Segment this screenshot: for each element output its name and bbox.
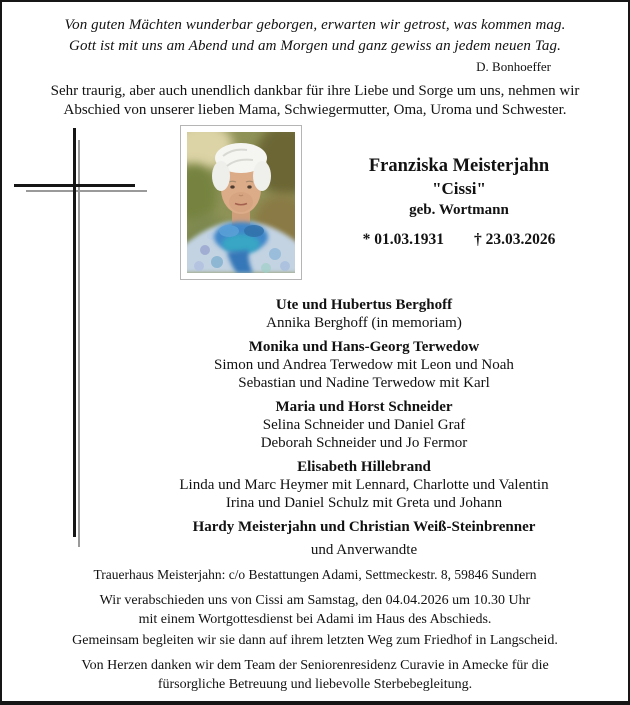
funeral-home-address: Trauerhaus Meisterjahn: c/o Bestattungen Adami, Settmeckestr. 8, 59846 Sundern [93,567,537,582]
left-eye [230,185,234,188]
mourners-list [102,296,626,565]
birth-date: * 01.03.1931 [362,231,444,248]
service-line-2: mit einem Wortgottesdienst bei Adami im Haus des Abschieds. [138,611,492,627]
service-paragraph [32,592,598,629]
mourner-line: Simon und Andrea Terwedow mit Leon und Noah [214,357,514,373]
thanks-line-1: Von Herzen danken wir dem Team der Seniorenresidenz Curavie in Amecke für die [81,658,549,673]
portrait-photo [187,132,295,273]
mourner-group [102,338,626,392]
cross-shadow-vertical [78,140,80,547]
mourner-line: Selina Schneider und Daniel Graf [262,417,466,433]
death-date: † 23.03.2026 [474,231,556,248]
intro-line-2: Abschied von unserer lieben Mama, Schwiegermutter, Oma, Uroma und Schwester. [63,102,567,118]
mourner-line: Linda und Marc Heymer mit Lennard, Charlotte und Valentin [179,477,549,493]
mourner-group [102,296,626,332]
mourner-group [102,458,626,512]
quote-attribution: D. Bonhoeffer [476,59,551,74]
deceased-maiden-name: geb. Wortmann [409,202,509,218]
mourner-group [102,398,626,452]
cross-shadow-horizontal [26,190,147,192]
thanks-paragraph [32,657,598,694]
life-dates [302,230,616,250]
deceased-block [302,154,616,250]
quote-section [2,15,628,75]
intro-paragraph [32,82,598,120]
cross-horizontal-bar [14,184,135,187]
mourner-family-head: Monika und Hans-Georg Terwedow [248,339,480,355]
right-eye [247,185,251,188]
thanks-line-2: fürsorgliche Betreuung und liebevolle Sterbebegleitung. [157,676,473,692]
procession-paragraph: Gemeinsam begleiten wir sie dann auf ihrem letzten Weg zum Friedhof in Langscheid. [72,633,558,648]
service-line-1: Wir verabschieden uns von Cissi am Samstag, den 04.04.2026 um 10.30 Uhr [99,593,531,608]
quote-line-1: Von guten Mächten wunderbar geborgen, erwarten wir getrost, was kommen mag. [64,17,566,33]
deceased-nickname: "Cissi" [432,179,486,198]
quote-line-2: Gott ist mit uns am Abend und am Morgen und ganz gewiss an jedem neuen Tag. [69,38,561,54]
mourner-family-head: Elisabeth Hillebrand [297,459,431,475]
photo-frame [180,125,302,280]
mourner-family-head: Ute und Hubertus Berghoff [275,297,453,313]
mourner-family-head: Maria und Horst Schneider [275,399,453,415]
deceased-name: Franziska Meisterjahn [368,156,550,176]
relatives-note: und Anverwandte [310,542,418,558]
mourner-line: Sebastian und Nadine Terwedow mit Karl [238,375,490,391]
mourner-family-head: Hardy Meisterjahn und Christian Weiß-Steinbrenner [192,519,536,535]
mourner-line: Deborah Schneider und Jo Fermor [260,435,468,451]
cross-vertical-bar [73,128,76,537]
mourner-group [102,518,626,559]
mourner-line: Annika Berghoff (in memoriam) [266,315,462,331]
intro-line-1: Sehr traurig, aber auch unendlich dankbar für ihre Liebe und Sorge um uns, nehmen wir [50,83,580,99]
mourner-line: Irina und Daniel Schulz mit Greta und Johann [225,495,503,511]
